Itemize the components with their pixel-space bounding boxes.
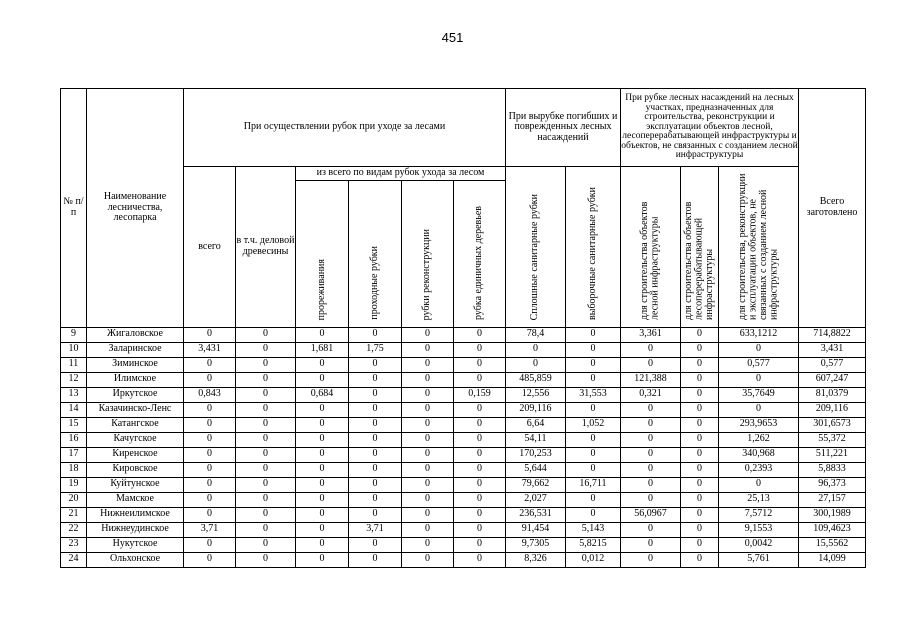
value-cell: 0 bbox=[566, 327, 621, 342]
forestry-name: Казачинско-Ленс bbox=[87, 402, 184, 417]
value-cell: 0 bbox=[506, 357, 566, 372]
row-number: 20 bbox=[61, 492, 87, 507]
value-cell: 300,1989 bbox=[799, 507, 866, 522]
value-cell: 0 bbox=[402, 462, 454, 477]
value-cell: 0,577 bbox=[719, 357, 799, 372]
row-number: 22 bbox=[61, 522, 87, 537]
header-passage: проходные рубки bbox=[349, 181, 402, 327]
value-cell: 2,027 bbox=[506, 492, 566, 507]
forestry-name: Мамское bbox=[87, 492, 184, 507]
value-cell: 25,13 bbox=[719, 492, 799, 507]
value-cell: 0,2393 bbox=[719, 462, 799, 477]
value-cell: 56,0967 bbox=[621, 507, 681, 522]
value-cell: 0 bbox=[402, 477, 454, 492]
header-forest-infra: для строительства объектов лесной инфраструктуры bbox=[621, 167, 681, 328]
value-cell: 209,116 bbox=[799, 402, 866, 417]
value-cell: 0 bbox=[349, 537, 402, 552]
value-cell: 3,71 bbox=[184, 522, 236, 537]
value-cell: 0 bbox=[184, 507, 236, 522]
value-cell: 0 bbox=[719, 372, 799, 387]
value-cell: 0 bbox=[621, 342, 681, 357]
value-cell: 0 bbox=[402, 417, 454, 432]
value-cell: 0 bbox=[681, 327, 719, 342]
value-cell: 0 bbox=[184, 447, 236, 462]
table-row bbox=[61, 552, 866, 567]
header-processing-infra: для строительства объектов лесоперерабатывающей инфраструктуры bbox=[681, 167, 719, 328]
value-cell: 0 bbox=[184, 552, 236, 567]
forestry-name: Заларинское bbox=[87, 342, 184, 357]
value-cell: 1,75 bbox=[349, 342, 402, 357]
value-cell: 0 bbox=[349, 387, 402, 402]
forestry-name: Зиминское bbox=[87, 357, 184, 372]
value-cell: 0 bbox=[184, 432, 236, 447]
value-cell: 0 bbox=[402, 507, 454, 522]
header-name: Наименование лесничества, лесопарка bbox=[87, 89, 184, 328]
row-number: 11 bbox=[61, 357, 87, 372]
value-cell: 301,6573 bbox=[799, 417, 866, 432]
value-cell: 0 bbox=[454, 327, 506, 342]
value-cell: 7,5712 bbox=[719, 507, 799, 522]
value-cell: 0 bbox=[296, 507, 349, 522]
header-thinning: прореживания bbox=[296, 181, 349, 327]
value-cell: 0 bbox=[184, 372, 236, 387]
value-cell: 0 bbox=[454, 372, 506, 387]
value-cell: 607,247 bbox=[799, 372, 866, 387]
value-cell: 0 bbox=[236, 492, 296, 507]
value-cell: 0 bbox=[349, 417, 402, 432]
value-cell: 0 bbox=[566, 357, 621, 372]
value-cell: 0 bbox=[236, 357, 296, 372]
value-cell: 5,644 bbox=[506, 462, 566, 477]
value-cell: 0 bbox=[184, 417, 236, 432]
value-cell: 0 bbox=[681, 537, 719, 552]
value-cell: 0 bbox=[296, 447, 349, 462]
value-cell: 121,388 bbox=[621, 372, 681, 387]
value-cell: 0 bbox=[296, 417, 349, 432]
value-cell: 0 bbox=[349, 372, 402, 387]
header-total: всего bbox=[184, 167, 236, 328]
table-row bbox=[61, 402, 866, 417]
value-cell: 0 bbox=[402, 387, 454, 402]
value-cell: 0 bbox=[236, 387, 296, 402]
header-subgroup-care-types: из всего по видам рубок ухода за лесом bbox=[296, 167, 506, 181]
value-cell: 0 bbox=[454, 522, 506, 537]
row-number: 10 bbox=[61, 342, 87, 357]
value-cell: 5,761 bbox=[719, 552, 799, 567]
value-cell: 3,431 bbox=[799, 342, 866, 357]
header-num: № п/п bbox=[61, 89, 87, 328]
value-cell: 0 bbox=[296, 357, 349, 372]
value-cell: 0 bbox=[681, 417, 719, 432]
row-number: 12 bbox=[61, 372, 87, 387]
value-cell: 0,843 bbox=[184, 387, 236, 402]
value-cell: 236,531 bbox=[506, 507, 566, 522]
value-cell: 293,9653 bbox=[719, 417, 799, 432]
forestry-name: Киренское bbox=[87, 447, 184, 462]
value-cell: 0 bbox=[296, 522, 349, 537]
table-body bbox=[61, 327, 866, 567]
value-cell: 0,159 bbox=[454, 387, 506, 402]
table-row bbox=[61, 492, 866, 507]
value-cell: 0 bbox=[566, 432, 621, 447]
value-cell: 3,71 bbox=[349, 522, 402, 537]
value-cell: 1,262 bbox=[719, 432, 799, 447]
value-cell: 3,361 bbox=[621, 327, 681, 342]
value-cell: 0 bbox=[621, 432, 681, 447]
table-row bbox=[61, 477, 866, 492]
value-cell: 16,711 bbox=[566, 477, 621, 492]
value-cell: 12,556 bbox=[506, 387, 566, 402]
value-cell: 0 bbox=[184, 537, 236, 552]
value-cell: 0 bbox=[402, 552, 454, 567]
value-cell: 0 bbox=[681, 552, 719, 567]
value-cell: 0 bbox=[349, 327, 402, 342]
header-single-trees: рубка единичных деревьев bbox=[454, 181, 506, 327]
value-cell: 0 bbox=[236, 417, 296, 432]
value-cell: 0 bbox=[184, 477, 236, 492]
value-cell: 0 bbox=[349, 507, 402, 522]
table-row bbox=[61, 447, 866, 462]
forestry-name: Кировское bbox=[87, 462, 184, 477]
value-cell: 0 bbox=[402, 402, 454, 417]
value-cell: 5,8215 bbox=[566, 537, 621, 552]
header-non-forest: для строительства, реконструкции и эксплуатации объектов, не связанных с созданием лесной инфраструктуры bbox=[719, 167, 799, 328]
table-row bbox=[61, 537, 866, 552]
value-cell: 5,143 bbox=[566, 522, 621, 537]
value-cell: 5,8833 bbox=[799, 462, 866, 477]
value-cell: 15,5562 bbox=[799, 537, 866, 552]
value-cell: 0 bbox=[719, 402, 799, 417]
value-cell: 0 bbox=[236, 507, 296, 522]
value-cell: 0 bbox=[621, 402, 681, 417]
value-cell: 0 bbox=[349, 462, 402, 477]
value-cell: 0 bbox=[506, 342, 566, 357]
value-cell: 14,099 bbox=[799, 552, 866, 567]
value-cell: 0 bbox=[566, 492, 621, 507]
value-cell: 0 bbox=[349, 432, 402, 447]
table-row bbox=[61, 342, 866, 357]
forestry-name: Ольхонское bbox=[87, 552, 184, 567]
value-cell: 0 bbox=[402, 537, 454, 552]
row-number: 16 bbox=[61, 432, 87, 447]
value-cell: 1,681 bbox=[296, 342, 349, 357]
row-number: 21 bbox=[61, 507, 87, 522]
value-cell: 0 bbox=[566, 462, 621, 477]
table-row bbox=[61, 462, 866, 477]
header-business-wood: в т.ч. деловой древесины bbox=[236, 167, 296, 328]
value-cell: 0 bbox=[621, 552, 681, 567]
value-cell: 0 bbox=[454, 477, 506, 492]
value-cell: 0 bbox=[184, 402, 236, 417]
value-cell: 0 bbox=[681, 477, 719, 492]
value-cell: 485,859 bbox=[506, 372, 566, 387]
value-cell: 0 bbox=[236, 537, 296, 552]
value-cell: 0,684 bbox=[296, 387, 349, 402]
value-cell: 0 bbox=[681, 342, 719, 357]
value-cell: 0 bbox=[402, 357, 454, 372]
value-cell: 0 bbox=[296, 552, 349, 567]
forestry-name: Нукутское bbox=[87, 537, 184, 552]
header-selective-sanitary: выборочные санитарные рубки bbox=[566, 167, 621, 328]
header-clear-sanitary: Сплошные санитарные рубки bbox=[506, 167, 566, 328]
value-cell: 0 bbox=[681, 357, 719, 372]
value-cell: 78,4 bbox=[506, 327, 566, 342]
table-row bbox=[61, 417, 866, 432]
row-number: 15 bbox=[61, 417, 87, 432]
value-cell: 31,553 bbox=[566, 387, 621, 402]
table-row bbox=[61, 522, 866, 537]
value-cell: 0 bbox=[681, 507, 719, 522]
value-cell: 714,8822 bbox=[799, 327, 866, 342]
value-cell: 0 bbox=[296, 432, 349, 447]
value-cell: 0 bbox=[184, 462, 236, 477]
value-cell: 209,116 bbox=[506, 402, 566, 417]
forestry-name: Иркутское bbox=[87, 387, 184, 402]
row-number: 9 bbox=[61, 327, 87, 342]
value-cell: 0 bbox=[454, 432, 506, 447]
value-cell: 0 bbox=[402, 327, 454, 342]
value-cell: 0 bbox=[184, 492, 236, 507]
value-cell: 0 bbox=[236, 552, 296, 567]
header-group-infra: При рубке лесных насаждений на лесных участках, предназначенных для строительства, реконструкции и эксплуатации объектов лесной, лесоперерабатывающей инфраструктуры и объектов, не связанных с созданием лесной инфраструктуры bbox=[621, 89, 799, 167]
table-row bbox=[61, 327, 866, 342]
value-cell: 0 bbox=[681, 387, 719, 402]
value-cell: 0 bbox=[681, 402, 719, 417]
value-cell: 633,1212 bbox=[719, 327, 799, 342]
value-cell: 0 bbox=[566, 507, 621, 522]
value-cell: 0 bbox=[236, 402, 296, 417]
value-cell: 35,7649 bbox=[719, 387, 799, 402]
harvest-table bbox=[60, 88, 866, 568]
value-cell: 0 bbox=[454, 417, 506, 432]
value-cell: 0 bbox=[454, 552, 506, 567]
value-cell: 6,64 bbox=[506, 417, 566, 432]
value-cell: 0,321 bbox=[621, 387, 681, 402]
header-grand-total: Всего заготовлено bbox=[799, 89, 866, 328]
row-number: 13 bbox=[61, 387, 87, 402]
value-cell: 0 bbox=[296, 327, 349, 342]
value-cell: 0 bbox=[402, 372, 454, 387]
value-cell: 0 bbox=[454, 402, 506, 417]
value-cell: 0 bbox=[454, 537, 506, 552]
value-cell: 0 bbox=[402, 522, 454, 537]
value-cell: 0 bbox=[621, 522, 681, 537]
forestry-name: Качугское bbox=[87, 432, 184, 447]
value-cell: 0 bbox=[236, 522, 296, 537]
forestry-name: Нижнеудинское bbox=[87, 522, 184, 537]
value-cell: 0 bbox=[454, 357, 506, 372]
value-cell: 0 bbox=[296, 372, 349, 387]
value-cell: 27,157 bbox=[799, 492, 866, 507]
row-number: 14 bbox=[61, 402, 87, 417]
value-cell: 511,221 bbox=[799, 447, 866, 462]
value-cell: 0 bbox=[236, 342, 296, 357]
value-cell: 0 bbox=[296, 537, 349, 552]
value-cell: 0 bbox=[681, 492, 719, 507]
value-cell: 0 bbox=[236, 462, 296, 477]
forestry-name: Катангское bbox=[87, 417, 184, 432]
forestry-name: Жигаловское bbox=[87, 327, 184, 342]
value-cell: 0 bbox=[621, 462, 681, 477]
value-cell: 0 bbox=[349, 477, 402, 492]
row-number: 19 bbox=[61, 477, 87, 492]
row-number: 17 bbox=[61, 447, 87, 462]
value-cell: 0 bbox=[719, 477, 799, 492]
value-cell: 0 bbox=[296, 477, 349, 492]
value-cell: 79,662 bbox=[506, 477, 566, 492]
value-cell: 109,4623 bbox=[799, 522, 866, 537]
value-cell: 0,577 bbox=[799, 357, 866, 372]
value-cell: 9,1553 bbox=[719, 522, 799, 537]
value-cell: 0 bbox=[566, 447, 621, 462]
value-cell: 0 bbox=[236, 327, 296, 342]
value-cell: 0 bbox=[349, 447, 402, 462]
value-cell: 0 bbox=[454, 447, 506, 462]
value-cell: 0 bbox=[454, 342, 506, 357]
value-cell: 0 bbox=[236, 372, 296, 387]
value-cell: 0 bbox=[402, 492, 454, 507]
value-cell: 0 bbox=[296, 402, 349, 417]
value-cell: 0 bbox=[454, 507, 506, 522]
value-cell: 0 bbox=[621, 492, 681, 507]
value-cell: 0 bbox=[454, 462, 506, 477]
table-row bbox=[61, 372, 866, 387]
header-group-care: При осуществлении рубок при уходе за лесами bbox=[184, 89, 506, 167]
value-cell: 0 bbox=[681, 432, 719, 447]
page-number: 451 bbox=[441, 30, 464, 45]
value-cell: 91,454 bbox=[506, 522, 566, 537]
value-cell: 0 bbox=[402, 447, 454, 462]
value-cell: 0 bbox=[349, 492, 402, 507]
row-number: 18 bbox=[61, 462, 87, 477]
value-cell: 0,0042 bbox=[719, 537, 799, 552]
value-cell: 0 bbox=[681, 372, 719, 387]
forestry-name: Илимское bbox=[87, 372, 184, 387]
table-row bbox=[61, 507, 866, 522]
value-cell: 0 bbox=[236, 432, 296, 447]
value-cell: 55,372 bbox=[799, 432, 866, 447]
value-cell: 0 bbox=[681, 447, 719, 462]
value-cell: 81,0379 bbox=[799, 387, 866, 402]
value-cell: 0 bbox=[681, 462, 719, 477]
value-cell: 0 bbox=[349, 357, 402, 372]
value-cell: 0 bbox=[184, 357, 236, 372]
header-reconstruction: рубки реконструкции bbox=[402, 181, 454, 327]
value-cell: 54,11 bbox=[506, 432, 566, 447]
value-cell: 0 bbox=[566, 342, 621, 357]
value-cell: 0 bbox=[621, 357, 681, 372]
forestry-name: Куйтунское bbox=[87, 477, 184, 492]
value-cell: 9,7305 bbox=[506, 537, 566, 552]
value-cell: 96,373 bbox=[799, 477, 866, 492]
value-cell: 0 bbox=[454, 492, 506, 507]
value-cell: 0 bbox=[566, 402, 621, 417]
value-cell: 0 bbox=[349, 552, 402, 567]
value-cell: 0 bbox=[621, 417, 681, 432]
value-cell: 170,253 bbox=[506, 447, 566, 462]
value-cell: 0 bbox=[184, 327, 236, 342]
value-cell: 0 bbox=[621, 537, 681, 552]
table-row bbox=[61, 432, 866, 447]
value-cell: 0 bbox=[621, 477, 681, 492]
value-cell: 340,968 bbox=[719, 447, 799, 462]
value-cell: 0 bbox=[719, 342, 799, 357]
value-cell: 0 bbox=[236, 447, 296, 462]
value-cell: 0 bbox=[681, 522, 719, 537]
row-number: 23 bbox=[61, 537, 87, 552]
value-cell: 3,431 bbox=[184, 342, 236, 357]
value-cell: 0 bbox=[296, 462, 349, 477]
forestry-name: Нижнеилимское bbox=[87, 507, 184, 522]
header-group-damaged: При вырубке погибших и поврежденных лесных насаждений bbox=[506, 89, 621, 167]
table-row bbox=[61, 387, 866, 402]
row-number: 24 bbox=[61, 552, 87, 567]
value-cell: 0,012 bbox=[566, 552, 621, 567]
value-cell: 0 bbox=[402, 342, 454, 357]
value-cell: 8,326 bbox=[506, 552, 566, 567]
value-cell: 1,052 bbox=[566, 417, 621, 432]
value-cell: 0 bbox=[236, 477, 296, 492]
value-cell: 0 bbox=[402, 432, 454, 447]
value-cell: 0 bbox=[296, 492, 349, 507]
value-cell: 0 bbox=[621, 447, 681, 462]
value-cell: 0 bbox=[349, 402, 402, 417]
value-cell: 0 bbox=[566, 372, 621, 387]
table-row bbox=[61, 357, 866, 372]
